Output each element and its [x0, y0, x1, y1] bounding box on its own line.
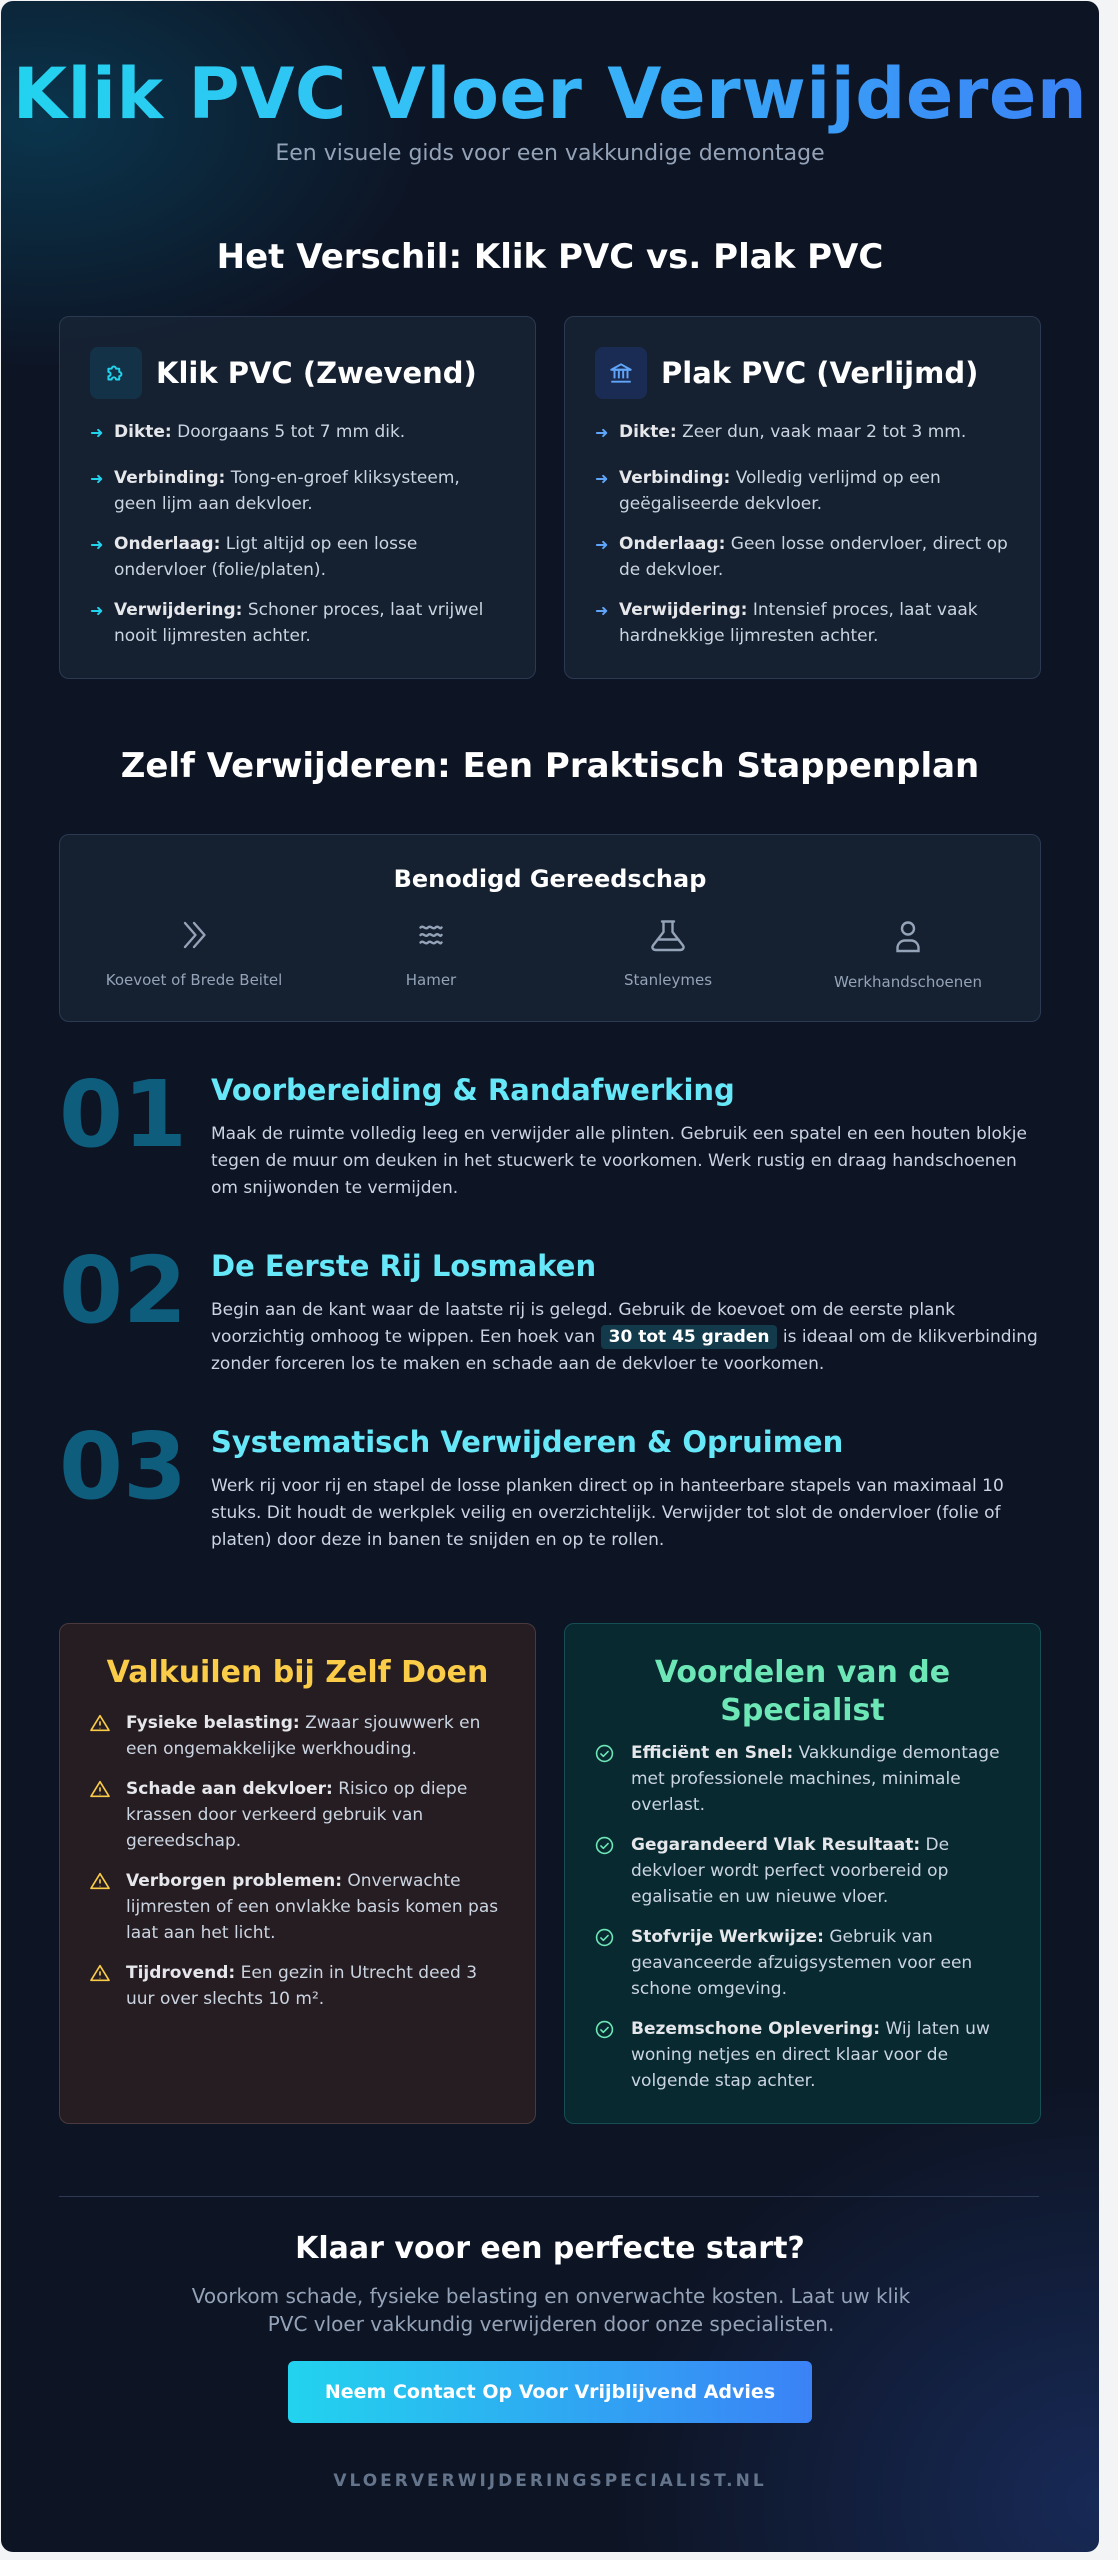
list-item: ➜ Onderlaag: Ligt altijd op een losse ondervloer (folie/platen). [90, 534, 418, 580]
list-item: ➜ Verwijdering: Intensief proces, laat vaak hardnekkige lijmresten achter. [595, 600, 978, 646]
warning-icon [90, 1964, 110, 1982]
check-circle-icon [595, 1744, 614, 1763]
arrow-icon: ➜ [90, 469, 104, 488]
check-circle-icon [595, 1836, 614, 1855]
warning-icon [90, 1780, 110, 1798]
plak-pvc-header [595, 347, 978, 399]
arrow-icon: ➜ [595, 469, 609, 488]
step-number: 02 [59, 1237, 188, 1344]
warning-icon [90, 1714, 110, 1732]
step-number: 01 [59, 1061, 188, 1168]
step-body [211, 1425, 1039, 1554]
list-item: Schade aan dekvloer: Risico op diepe krassen door verkeerd gebruik van gereedschap. [90, 1776, 505, 1854]
benefits-card [564, 1623, 1041, 2124]
card-title: Klik PVC (Zwevend) [156, 356, 477, 390]
tools-card [59, 834, 1041, 1022]
list-item: Fysieke belasting: Zwaar sjouwwerk en een ongemakkelijke werkhouding. [90, 1710, 505, 1762]
list-item: ➜ Onderlaag: Geen losse ondervloer, direct op de dekvloer. [595, 534, 1008, 580]
arrow-icon: ➜ [595, 535, 609, 554]
angle-highlight: 30 tot 45 graden [601, 1325, 778, 1349]
tools-title: Benodigd Gereedschap [393, 865, 707, 893]
step-text: Werk rij voor rij en stapel de losse planken direct op in hanteerbare stapels van maximaal 10 stuks. Dit houdt de werkplek veilig en overzichtelijk. Verwijder tot slot de ondervloer (folie of platen) door deze in banen te snijden en op te rollen. [211, 1476, 1004, 1550]
tool-label: Hamer [405, 971, 457, 989]
comparison-heading: Het Verschil: Klik PVC vs. Plak PVC [216, 237, 884, 277]
page-subtitle: Een visuele gids voor een vakkundige demontage [275, 141, 825, 166]
warning-icon [90, 1872, 110, 1890]
list-item: ➜ Dikte: Zeer dun, vaak maar 2 tot 3 mm. [595, 419, 1010, 445]
list-item: ➜ Dikte: Doorgaans 5 tot 7 mm dik. [90, 419, 505, 445]
arrow-icon: ➜ [90, 535, 104, 554]
tool-item [548, 917, 788, 989]
benefits-list [595, 1740, 1010, 2094]
puzzle-icon [90, 347, 142, 399]
tool-item [311, 917, 551, 989]
contact-button[interactable]: Neem Contact Op Voor Vrijblijvend Advies [288, 2361, 812, 2423]
step-item [59, 1413, 1039, 1565]
step-body [211, 1073, 1039, 1202]
tool-item [74, 917, 314, 989]
page-title: Klik PVC Vloer Verwijderen [12, 53, 1088, 135]
user-icon [890, 917, 926, 955]
tool-label: Koevoet of Brede Beitel [105, 971, 283, 989]
footer-domain: VLOERVERWIJDERINGSPECIALIST.NL [333, 2471, 767, 2491]
step-item [59, 1237, 1039, 1389]
cta-title: Klaar voor een perfecte start? [295, 2231, 805, 2266]
step-item [59, 1061, 1039, 1213]
step-text: Maak de ruimte volledig leeg en verwijder alle plinten. Gebruik een spatel en een houten blokje tegen de muur om deuken in het stucwerk te voorkomen. Werk rustig en draag handschoenen om snijwonden te vermijden. [211, 1124, 1027, 1198]
step-number: 03 [59, 1413, 188, 1520]
pitfalls-card [59, 1623, 536, 2124]
double-chevron-icon [176, 917, 212, 953]
check-circle-icon [595, 1928, 614, 1947]
step-title: De Eerste Rij Losmaken [211, 1249, 597, 1283]
cta-text: Voorkom schade, fysieke belasting en onverwachte kosten. Laat uw klik PVC vloer vakkundig verwijderen door onze specialisten. [191, 2284, 911, 2336]
card-title: Plak PVC (Verlijmd) [661, 356, 979, 390]
list-item: Stofvrije Werkwijze: Gebruik van geavanceerde afzuigsystemen voor een schone omgeving. [595, 1924, 1010, 2002]
list-item: Efficiënt en Snel: Vakkundige demontage met professionele machines, minimale overlast. [595, 1740, 1010, 1818]
list-item: ➜ Verwijdering: Schoner proces, laat vrijwel nooit lijmresten achter. [90, 600, 484, 646]
plak-pvc-card [564, 316, 1041, 679]
list-item: Gegarandeerd Vlak Resultaat: De dekvloer wordt perfect voorbereid op egalisatie en uw nieuwe vloer. [595, 1832, 1010, 1910]
benefits-title: Voordelen van de Specialist [654, 1655, 951, 1728]
tool-label: Werkhandschoenen [834, 973, 982, 991]
list-item: Verborgen problemen: Onverwachte lijmresten of een onvlakke basis komen pas laat aan het licht. [90, 1868, 505, 1946]
list-item: Tijdrovend: Een gezin in Utrecht deed 3 uur over slechts 10 m². [90, 1960, 505, 2012]
arrow-icon: ➜ [595, 423, 609, 442]
infographic-page [1, 1, 1099, 2552]
waves-icon [413, 917, 449, 953]
click-pvc-list [90, 419, 505, 649]
step-title: Voorbereiding & Randafwerking [211, 1073, 735, 1107]
step-text: Begin aan de kant waar de laatste rij is gelegd. Gebruik de koevoet om de eerste plank voorzichtig omhoog te wippen. Een hoek van 30 tot 45 graden is ideaal om de klikverbinding zonder forceren los te maken en schade aan de dekvloer te voorkomen. [211, 1300, 1038, 1374]
plak-pvc-list [595, 419, 1010, 649]
list-item: Bezemschone Oplevering: Wij laten uw woning netjes en direct klaar voor de volgende stap achter. [595, 2016, 1010, 2094]
arrow-icon: ➜ [595, 601, 609, 620]
pitfalls-title: Valkuilen bij Zelf Doen [106, 1655, 489, 1690]
tool-label: Stanleymes [623, 971, 713, 989]
flask-icon [646, 917, 690, 953]
bank-icon [595, 347, 647, 399]
step-body [211, 1249, 1039, 1378]
click-pvc-card [59, 316, 536, 679]
step-title: Systematisch Verwijderen & Opruimen [211, 1425, 844, 1459]
list-item: ➜ Verbinding: Tong-en-groef kliksysteem, geen lijm aan dekvloer. [90, 468, 460, 514]
section-divider [59, 2196, 1039, 2197]
pitfalls-list [90, 1710, 505, 2012]
steps-heading: Zelf Verwijderen: Een Praktisch Stappenplan [120, 746, 980, 786]
list-item: ➜ Verbinding: Volledig verlijmd op een geëgaliseerde dekvloer. [595, 468, 941, 514]
click-pvc-header [90, 347, 477, 399]
arrow-icon: ➜ [90, 601, 104, 620]
arrow-icon: ➜ [90, 423, 104, 442]
check-circle-icon [595, 2020, 614, 2039]
tool-item [788, 917, 1028, 991]
